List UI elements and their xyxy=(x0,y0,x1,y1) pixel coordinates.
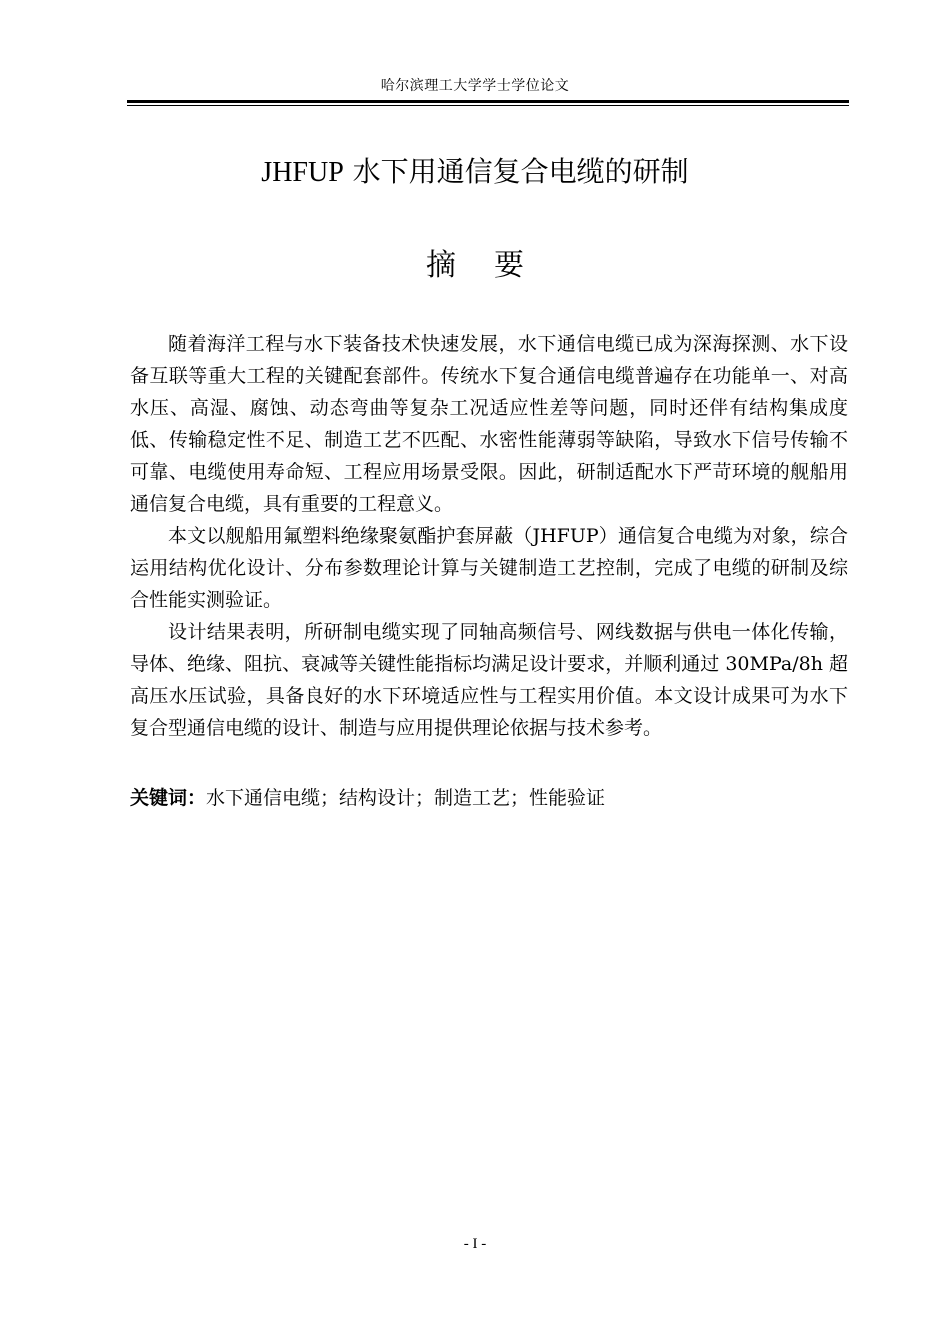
abstract-paragraph-2: 本文以舰船用氟塑料绝缘聚氨酯护套屏蔽（JHFUP）通信复合电缆为对象，综合运用结构优化设计、分布参数理论计算与关键制造工艺控制，完成了电缆的研制及综合性能实测验证。 xyxy=(130,525,848,611)
abstract-paragraph-1: 随着海洋工程与水下装备技术快速发展，水下通信电缆已成为深海探测、水下设备互联等重大工程的关键配套部件。传统水下复合通信电缆普遍存在功能单一、对高水压、高湿、腐蚀、动态弯曲等复杂工况适应性差等问题，同时还伴有结构集成度低、传输稳定性不足、制造工艺不匹配、水密性能薄弱等缺陷，导致水下信号传输不可靠、电缆使用寿命短、工程应用场景受限。因此，研制适配水下严苛环境的舰船用通信复合电缆，具有重要的工程意义。 xyxy=(130,333,848,515)
running-header-title: 哈尔滨理工大学学士学位论文 xyxy=(380,78,570,94)
header-rule-thin xyxy=(127,105,849,106)
keywords-label: 关键词： xyxy=(130,787,207,809)
keywords-value: 水下通信电缆；结构设计；制造工艺；性能验证 xyxy=(206,787,606,809)
thesis-title-text: 水下用通信复合电缆的研制 xyxy=(343,155,689,188)
header-rule-thick xyxy=(127,100,849,103)
abstract-heading-char-1: 摘 xyxy=(426,248,456,283)
abstract-body xyxy=(130,328,848,744)
abstract-paragraph-3: 设计结果表明，所研制电缆实现了同轴高频信号、网线数据与供电一体化传输，导体、绝缘、阻抗、衰减等关键性能指标均满足设计要求，并顺利通过 30MPa/8h 超高压水压试验，具备良好的水下环境适应性与工程实用价值。本文设计成果可为水下复合型通信电缆的设计、制造与应用提供理论依据与技术参考。 xyxy=(130,621,848,739)
keywords-line xyxy=(130,783,848,813)
abstract-heading-char-2: 要 xyxy=(494,248,524,283)
thesis-title xyxy=(0,150,950,195)
page-number: - I - xyxy=(463,1236,487,1252)
abstract-heading xyxy=(0,244,950,288)
thesis-title-code: JHFUP xyxy=(261,157,344,188)
